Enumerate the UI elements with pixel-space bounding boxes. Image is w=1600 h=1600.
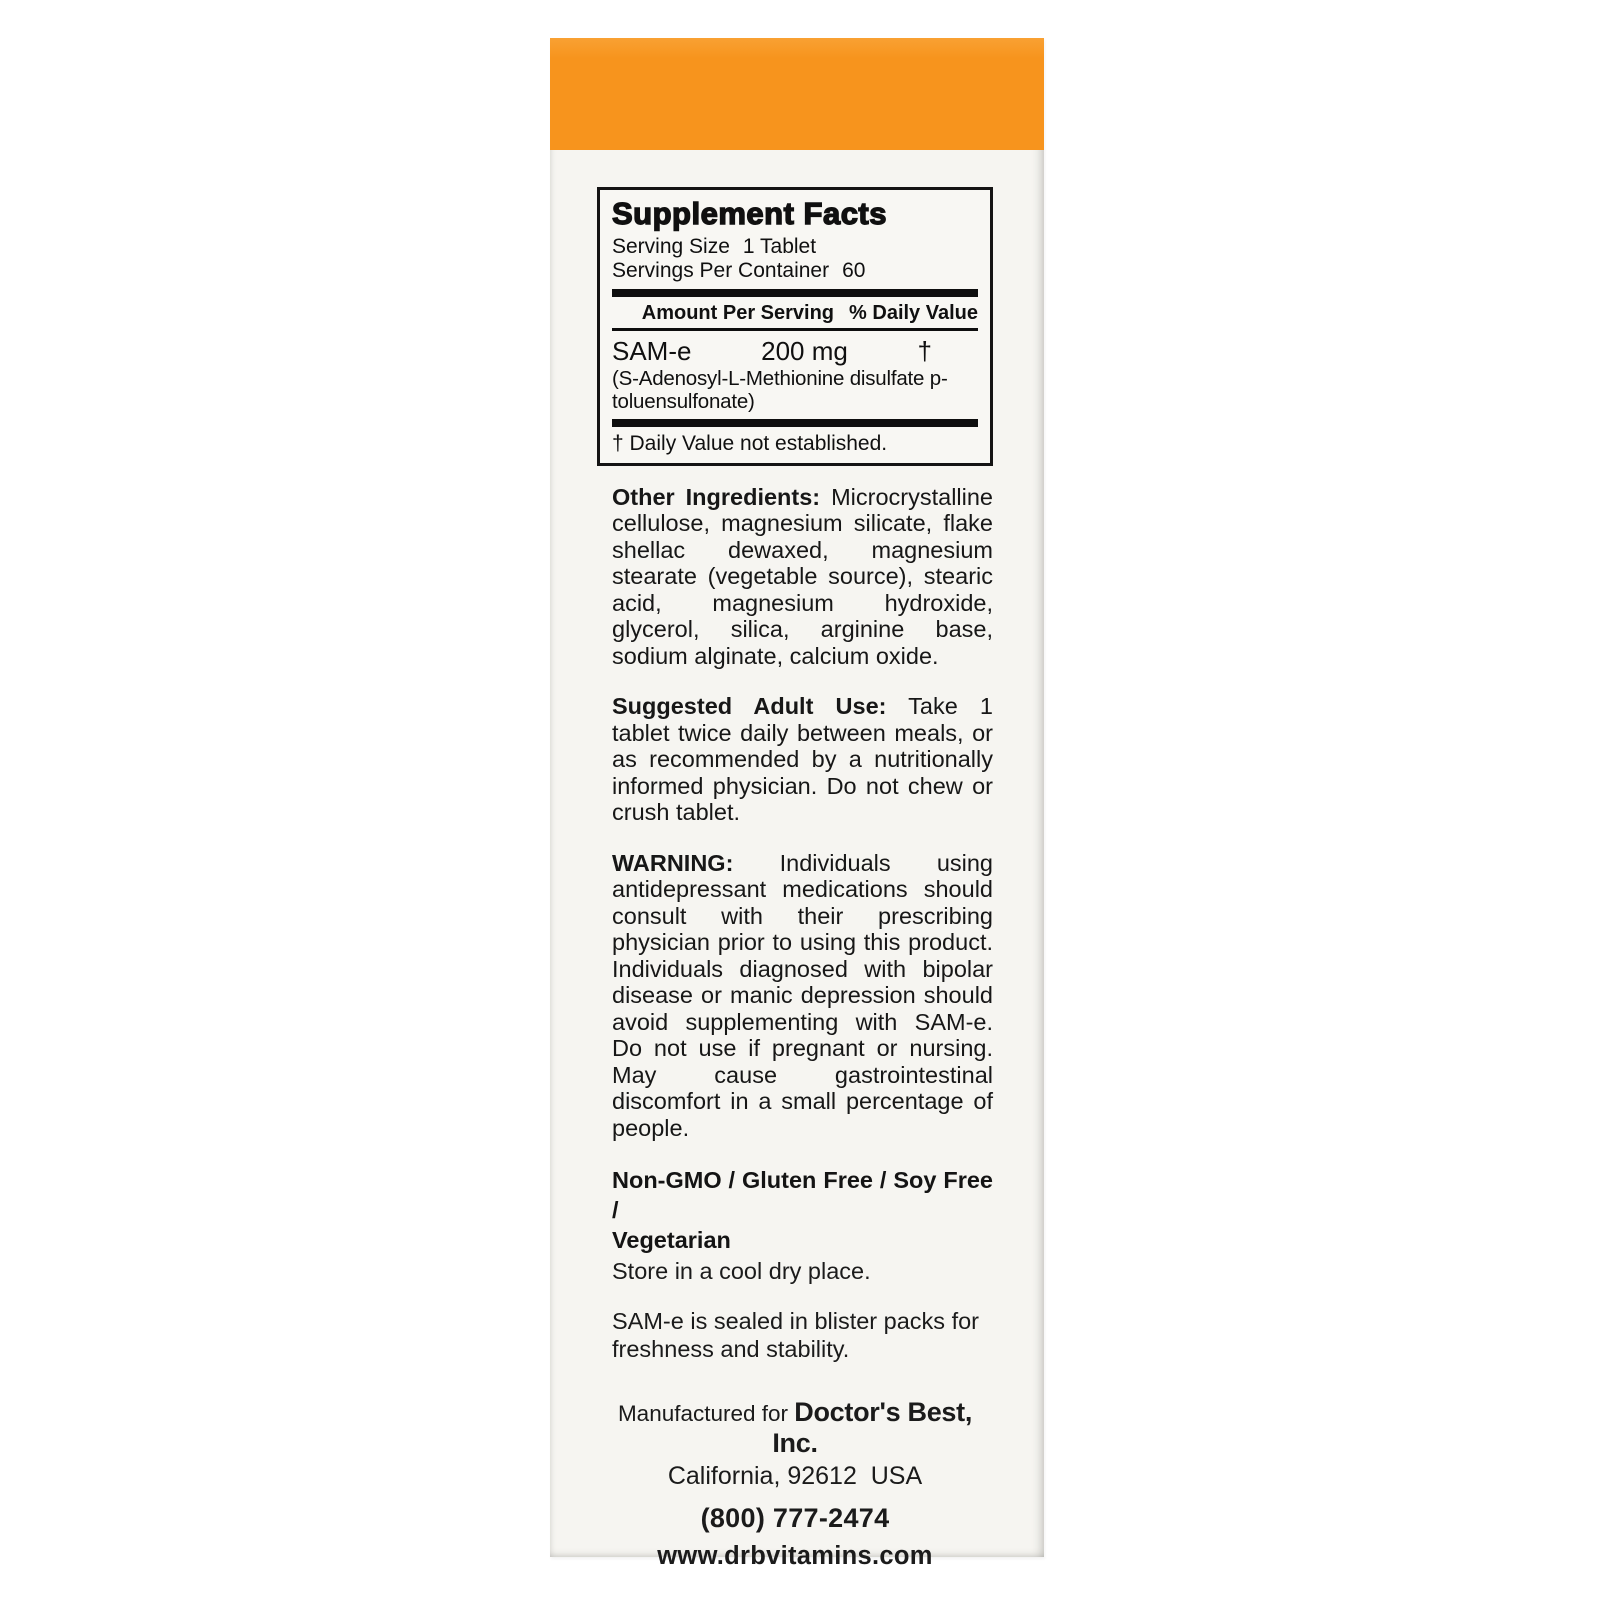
supplement-facts-title: Supplement Facts xyxy=(612,196,887,231)
serving-size-value: 1 Tablet xyxy=(742,234,817,258)
other-ingredients-label: Other Ingredients: xyxy=(612,483,821,510)
nutrient-amount: 200 mg xyxy=(761,335,848,366)
daily-value-footnote: † Daily Value not established. xyxy=(612,431,888,455)
storage-instruction: Store in a cool dry place. xyxy=(612,1258,871,1285)
thick-divider-bar xyxy=(612,419,978,427)
thin-divider-rule xyxy=(612,328,978,331)
nutrient-daily-value-dagger: † xyxy=(917,335,932,366)
other-ingredients-paragraph xyxy=(612,484,993,670)
suggested-use-text: Take 1 tablet twice daily between meals, or as recommended by a nutritionally informed physician. Do not chew or crush tablet. xyxy=(612,693,993,826)
servings-per-container-row xyxy=(612,259,978,283)
daily-value-header: % Daily Value xyxy=(849,301,978,324)
freshness-note: SAM-e is sealed in blister packs for freshness and stability. xyxy=(612,1308,980,1363)
manufacturer-phone: (800) 777-2474 xyxy=(700,1503,890,1534)
diet-claims-line1: Non-GMO / Gluten Free / Soy Free / xyxy=(612,1167,993,1224)
suggested-use-label: Suggested Adult Use: xyxy=(612,693,887,720)
facts-column-headers xyxy=(612,302,978,324)
diet-claims xyxy=(612,1165,993,1255)
warning-label: WARNING: xyxy=(612,849,734,876)
nutrient-row xyxy=(612,336,978,366)
serving-size-label: Serving Size xyxy=(612,234,730,258)
nutrient-chemical-name: (S-Adenosyl-L-Methionine disulfate p-toluensulfonate) xyxy=(612,366,948,413)
manufactured-for-prefix: Manufactured for xyxy=(617,1401,795,1427)
manufactured-for-line xyxy=(597,1397,993,1459)
amount-per-serving-header: Amount Per Serving xyxy=(641,301,835,324)
servings-per-container-value: 60 xyxy=(842,258,866,282)
warning-paragraph xyxy=(612,850,993,1142)
manufacturer-address: California, 92612 USA xyxy=(667,1462,923,1491)
panel-content xyxy=(550,150,1044,1571)
thick-divider-bar xyxy=(612,289,978,297)
suggested-use-paragraph xyxy=(612,693,993,826)
orange-header-band xyxy=(550,38,1044,150)
diet-claims-line2: Vegetarian xyxy=(612,1227,731,1254)
manufacturer-block xyxy=(597,1397,993,1571)
serving-size-row xyxy=(612,235,978,259)
product-box-side-panel xyxy=(550,38,1044,1571)
warning-text: Individuals using antidepressant medications should consult with their prescribing physician prior to using this product. Individuals diagnosed with bipolar disease or manic depression should avoid supplementing with SAM-e. Do not use if pregnant or nursing. May cause gastrointestinal discomfort in a small percentage of people. xyxy=(612,849,993,1141)
other-ingredients-text: Microcrystalline cellulose, magnesium silicate, flake shellac dewaxed, magnesium stearate (vegetable source), stearic acid, magnesium hydroxide, glycerol, silica, arginine base, sodium alginate, calcium oxide. xyxy=(612,483,994,669)
nutrient-name: SAM-e xyxy=(612,335,692,366)
manufacturer-website: www.drbvitamins.com xyxy=(657,1542,933,1571)
supplement-facts-box xyxy=(597,187,993,466)
servings-per-container-label: Servings Per Container xyxy=(612,258,830,282)
manufacturer-name: Doctor's Best, Inc. xyxy=(772,1397,973,1459)
